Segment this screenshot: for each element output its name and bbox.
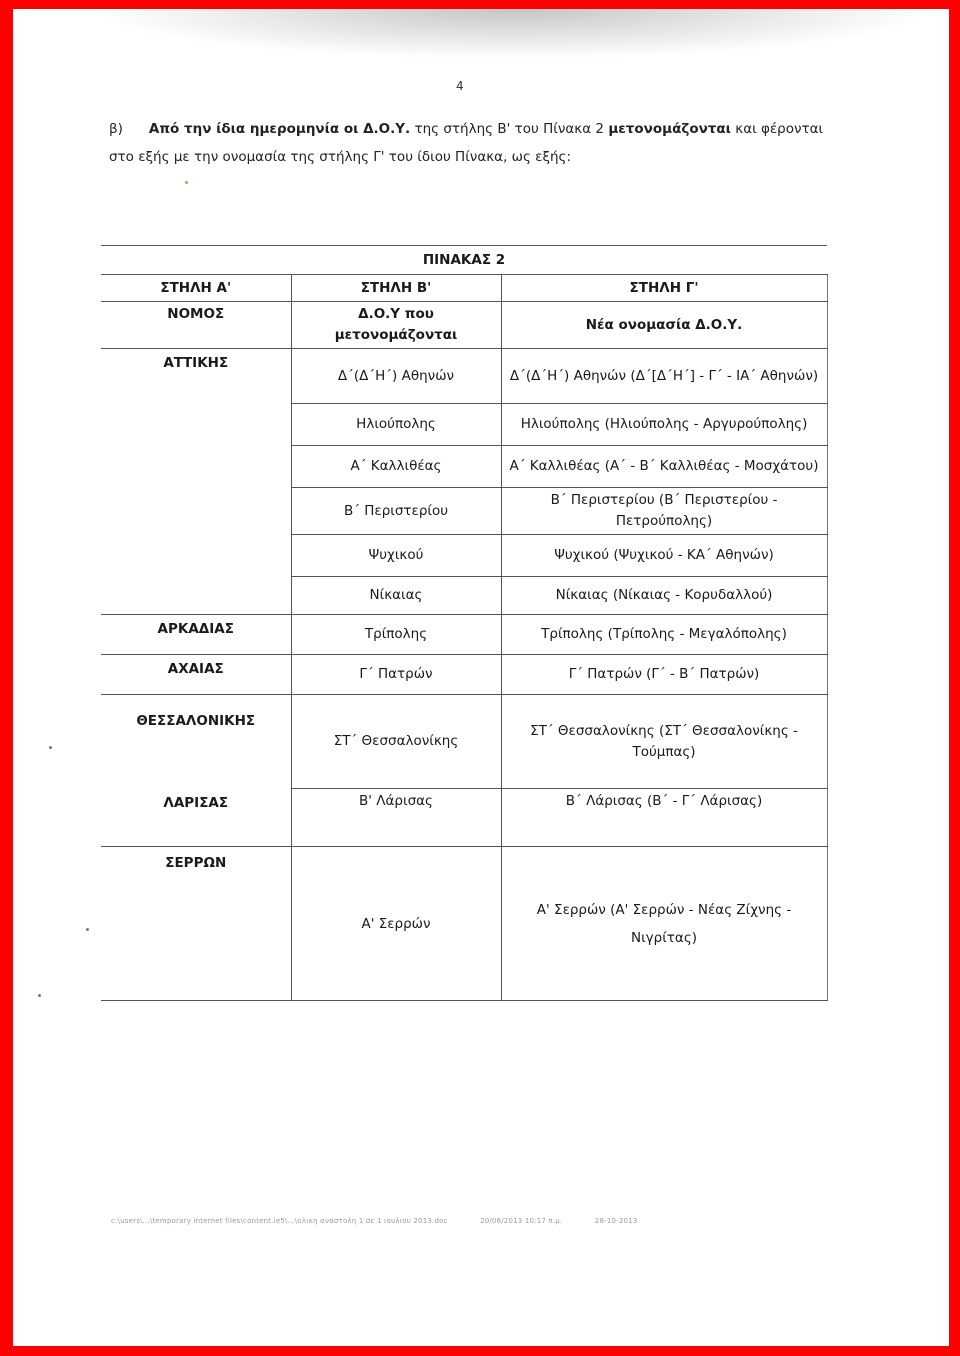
new-name-cell: Νίκαιας (Νίκαιας - Κορυδαλλού) xyxy=(501,577,827,615)
document-page xyxy=(13,9,949,1346)
new-name-cell: Τρίπολης (Τρίπολης - Μεγαλόπολης) xyxy=(501,615,827,655)
nomos-cell: ΘΕΣΣΑΛΟΝΙΚΗΣ xyxy=(101,695,291,789)
table-caption: ΠΙΝΑΚΑΣ 2 xyxy=(101,246,827,275)
column-header-b: ΣΤΗΛΗ Β' xyxy=(291,275,501,302)
subheader-doy: Δ.Ο.Υ που μετονομάζονται xyxy=(291,302,501,349)
new-name-cell: Β΄ Περιστερίου (Β΄ Περιστερίου - Πετρούπολης) xyxy=(501,488,827,535)
scan-speck xyxy=(38,994,41,997)
nomos-cell: ΑΧΑΙΑΣ xyxy=(101,655,291,695)
intro-text-2: και φέρονται στο εξής με την ονομασία της στήλης Γ' του ίδιου Πίνακα, ως εξής: xyxy=(109,121,824,165)
intro-text-1: της στήλης Β' του Πίνακα 2 xyxy=(410,121,609,137)
new-name-cell: Ηλιούπολης (Ηλιούπολης - Αργυρούπολης) xyxy=(501,404,827,446)
doy-cell: ΣΤ΄ Θεσσαλονίκης xyxy=(291,695,501,789)
doy-cell: Γ΄ Πατρών xyxy=(291,655,501,695)
nomos-cell: ΣΕΡΡΩΝ xyxy=(101,847,291,1001)
document-footer xyxy=(111,1217,667,1225)
footer-path: c:\users\...\temporary internet files\content.ie5\...\ολικη αναστολη 1 σε 1 ιουλιου 2013.doc xyxy=(111,1217,448,1225)
doy-cell: Ψυχικού xyxy=(291,535,501,577)
doy-cell: Β΄ Περιστερίου xyxy=(291,488,501,535)
new-name-cell: Α΄ Καλλιθέας (Α΄ - Β΄ Καλλιθέας - Μοσχάτου) xyxy=(501,446,827,488)
table-pinakas-2 xyxy=(101,245,828,1001)
new-name-cell: ΣΤ΄ Θεσσαλονίκης (ΣΤ΄ Θεσσαλονίκης - Τούμπας) xyxy=(501,695,827,789)
column-header-a: ΣΤΗΛΗ Α' xyxy=(101,275,291,302)
doy-cell: Τρίπολης xyxy=(291,615,501,655)
doy-cell: Δ΄(Δ΄Η΄) Αθηνών xyxy=(291,349,501,404)
subheader-new-name: Νέα ονομασία Δ.Ο.Υ. xyxy=(501,302,827,349)
nomos-cell: ΛΑΡΙΣΑΣ xyxy=(101,789,291,847)
new-name-cell: Ψυχικού (Ψυχικού - ΚΑ΄ Αθηνών) xyxy=(501,535,827,577)
page-number: 4 xyxy=(456,79,464,93)
intro-bold-1: Από την ίδια ημερομηνία οι Δ.Ο.Υ. xyxy=(148,121,411,137)
doy-cell: Ηλιούπολης xyxy=(291,404,501,446)
footer-date: 20/06/2013 10:17 π.μ. xyxy=(480,1217,563,1225)
doy-cell: Α' Σερρών xyxy=(291,847,501,1001)
new-name-cell: Α' Σερρών (Α' Σερρών - Νέας Ζίχνης - Νιγρίτας) xyxy=(501,847,827,1001)
intro-bold-2: μετονομάζονται xyxy=(608,121,731,137)
nomos-cell: ΑΤΤΙΚΗΣ xyxy=(101,349,291,615)
item-label: β) xyxy=(109,121,123,137)
doy-cell: Νίκαιας xyxy=(291,577,501,615)
new-name-cell: Β΄ Λάρισας (Β΄ - Γ΄ Λάρισας) xyxy=(501,789,827,847)
scan-speck xyxy=(49,746,52,749)
scan-speck xyxy=(86,928,89,931)
doy-cell: Β' Λάρισας xyxy=(291,789,501,847)
footer-time: 28-10-2013 xyxy=(594,1217,638,1225)
new-name-cell: Γ΄ Πατρών (Γ΄ - Β΄ Πατρών) xyxy=(501,655,827,695)
scan-speck xyxy=(185,181,188,184)
nomos-cell: ΑΡΚΑΔΙΑΣ xyxy=(101,615,291,655)
column-header-c: ΣΤΗΛΗ Γ' xyxy=(501,275,827,302)
scan-shadow xyxy=(13,9,949,69)
new-name-cell: Δ΄(Δ΄Η΄) Αθηνών (Δ΄[Δ΄Η΄] - Γ΄ - ΙΑ΄ Αθηνών) xyxy=(501,349,827,404)
subheader-nomos: ΝΟΜΟΣ xyxy=(101,302,291,349)
intro-paragraph xyxy=(109,115,849,171)
doy-cell: Α΄ Καλλιθέας xyxy=(291,446,501,488)
